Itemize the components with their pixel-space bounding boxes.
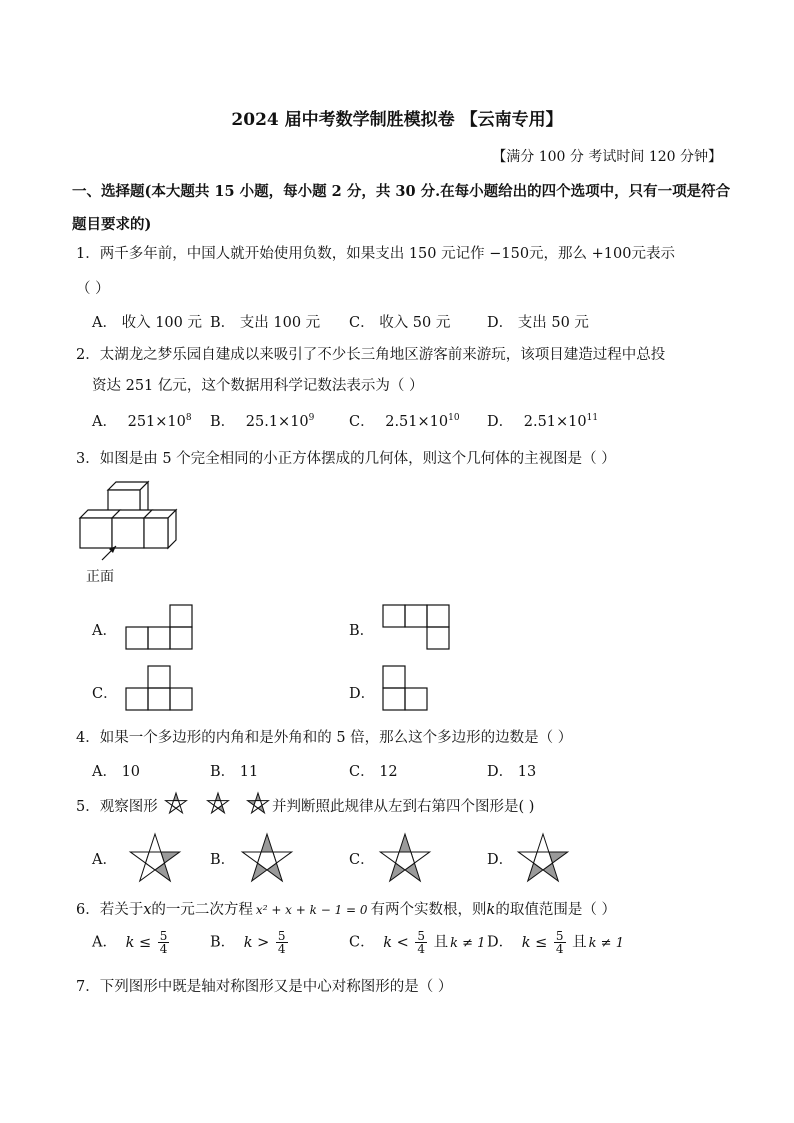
q3-option-d-figure (383, 665, 429, 711)
q3-option-a-figure (126, 604, 194, 650)
q2-option-a-base: 251×10 (127, 414, 186, 430)
q5-option-b: B． (210, 852, 236, 868)
q3-solid-figure (76, 480, 186, 570)
q2-option-d-base: 2.51×10 (523, 414, 587, 430)
q1-option-a: A． 收入 100 元 (92, 315, 202, 331)
q6-stem (76, 898, 616, 919)
q2-option-b-base: 25.1×10 (245, 414, 309, 430)
q2-option-a-label: A． (92, 414, 117, 430)
q6-option-c (349, 930, 485, 955)
q5-sequence-star-3 (246, 792, 270, 815)
q5-option-b-star (240, 833, 294, 883)
q6-option-a-lhs: k ≤ (125, 934, 152, 951)
q6-option-b-fraction (276, 930, 288, 955)
q6-option-c-fraction (415, 930, 427, 955)
star-point-triangle (261, 834, 273, 852)
q2-option-c-label: C． (349, 414, 375, 430)
q4-option-a: A． 10 (92, 764, 141, 780)
q6-option-a-label: A． (92, 934, 117, 951)
fraction-denominator: 4 (277, 942, 286, 956)
q2-option-b-exp: 9 (308, 413, 315, 424)
q6-stem-post: 的取值范围是（ ） (495, 902, 616, 918)
star-point-triangle (537, 834, 549, 852)
q2-option-c-exp: 10 (448, 413, 460, 424)
q4-stem: 4．如果一个多边形的内角和是外角和的 5 倍，那么这个多边形的边数是（ ） (76, 730, 573, 746)
star-point-triangle (399, 834, 411, 852)
q6-equation: x² + x + k − 1 = 0 (255, 903, 368, 917)
q2-option-a (92, 410, 192, 431)
q2-option-d (487, 410, 598, 431)
fraction-numerator: 5 (277, 929, 286, 943)
q6-option-a-fraction (158, 930, 170, 955)
q6-option-a (92, 930, 171, 955)
q2-stem-line2: 资达 251 亿元，这个数据用科学记数法表示为（ ） (92, 378, 424, 394)
q1-option-c: C． 收入 50 元 (349, 315, 451, 331)
q7-stem: 7．下列图形中既是轴对称图形又是中心对称图形的是（ ） (76, 979, 453, 995)
q6-option-b (210, 930, 290, 955)
q5-stem-post: 并判断照此规律从左到右第四个图形是( ) (272, 799, 535, 815)
q4-option-d: D． 13 (487, 764, 537, 780)
q6-option-d-cond: k ≠ 1 (588, 935, 624, 951)
page-title: 2024 届中考数学制胜模拟卷 【云南专用】 (231, 110, 563, 130)
exam-meta: 【满分 100 分 考试时间 120 分钟】 (492, 149, 722, 165)
q6-option-d-lhs: k ≤ (521, 934, 548, 951)
fraction-denominator: 4 (555, 942, 564, 956)
q5-sequence-star-1 (164, 792, 188, 815)
q2-option-b-label: B． (210, 414, 236, 430)
fraction-denominator: 4 (417, 942, 426, 956)
q6-option-d (487, 930, 624, 955)
q6-stem-mid: 的一元二次方程 (151, 902, 253, 918)
q6-stem-pre: 6．若关于 (76, 902, 144, 918)
q2-stem-line1: 2．太湖龙之梦乐园自建成以来吸引了不少长三角地区游客前来游玩，该项目建造过程中总投 (76, 347, 666, 363)
fraction-numerator: 5 (417, 929, 426, 943)
q6-option-b-lhs: k > (243, 934, 270, 951)
q6-option-d-tail: 且 (572, 934, 587, 951)
q2-option-d-label: D． (487, 414, 514, 430)
star-point-triangle (216, 793, 221, 801)
q1-stem: 1．两千多年前，中国人就开始使用负数，如果支出 150 元记作 −150元，那么 +100元表示 (76, 246, 675, 262)
q3-option-b-figure (383, 604, 451, 650)
q6-option-b-label: B． (210, 934, 236, 951)
q2-option-c-base: 2.51×10 (385, 414, 449, 430)
q5-option-a-star (128, 833, 182, 883)
q4-option-b: B． 11 (210, 764, 259, 780)
q6-option-d-label: D． (487, 934, 514, 951)
q2-option-d-exp: 11 (586, 413, 599, 424)
q5-stem-pre: 5．观察图形 (76, 799, 158, 815)
q3-option-d: D． (349, 686, 376, 702)
q2-option-a-exp: 8 (185, 413, 192, 424)
q3-option-c: C． (92, 686, 118, 702)
q6-option-c-cond: k ≠ 1 (450, 935, 486, 951)
q2-option-c (349, 410, 460, 431)
q3-option-b: B． (349, 623, 375, 639)
q5-option-c: C． (349, 852, 375, 868)
q1-paren: （ ） (76, 281, 110, 297)
q5-option-a: A． (92, 852, 117, 868)
q3-front-label: 正面 (86, 569, 114, 585)
section-heading: 一、选择题(本大题共 15 小题，每小题 2 分，共 30 分.在每小题给出的四个选项中，只有一项是符合题目要求的) (72, 183, 731, 233)
q5-option-d: D． (487, 852, 514, 868)
q6-var-x: x (143, 902, 152, 918)
q3-option-a: A． (92, 623, 117, 639)
q5-option-d-star (516, 833, 570, 883)
q5-option-c-star (378, 833, 432, 883)
q6-option-c-lhs: k < (383, 934, 409, 951)
q2-option-b (210, 410, 314, 431)
q6-option-c-tail: 且 (433, 934, 449, 951)
fraction-denominator: 4 (159, 942, 168, 956)
star-point-triangle (256, 793, 261, 801)
q3-option-c-figure (126, 665, 194, 711)
q6-stem-mid2: 有两个实数根，则 (370, 902, 487, 918)
q1-option-d: D． 支出 50 元 (487, 315, 589, 331)
q1-option-b: B． 支出 100 元 (210, 315, 321, 331)
star-point-triangle (149, 834, 161, 852)
fraction-numerator: 5 (159, 929, 168, 943)
q6-option-d-fraction (554, 930, 566, 955)
q3-stem: 3．如图是由 5 个完全相同的小正方体摆成的几何体，则这个几何体的主视图是（ ） (76, 451, 616, 467)
q6-var-k: k (486, 902, 496, 918)
q4-option-c: C． 12 (349, 764, 398, 780)
q6-option-c-label: C． (349, 934, 375, 951)
q5-sequence-star-2 (206, 792, 230, 815)
fraction-numerator: 5 (555, 929, 564, 943)
star-point-triangle (174, 793, 179, 801)
